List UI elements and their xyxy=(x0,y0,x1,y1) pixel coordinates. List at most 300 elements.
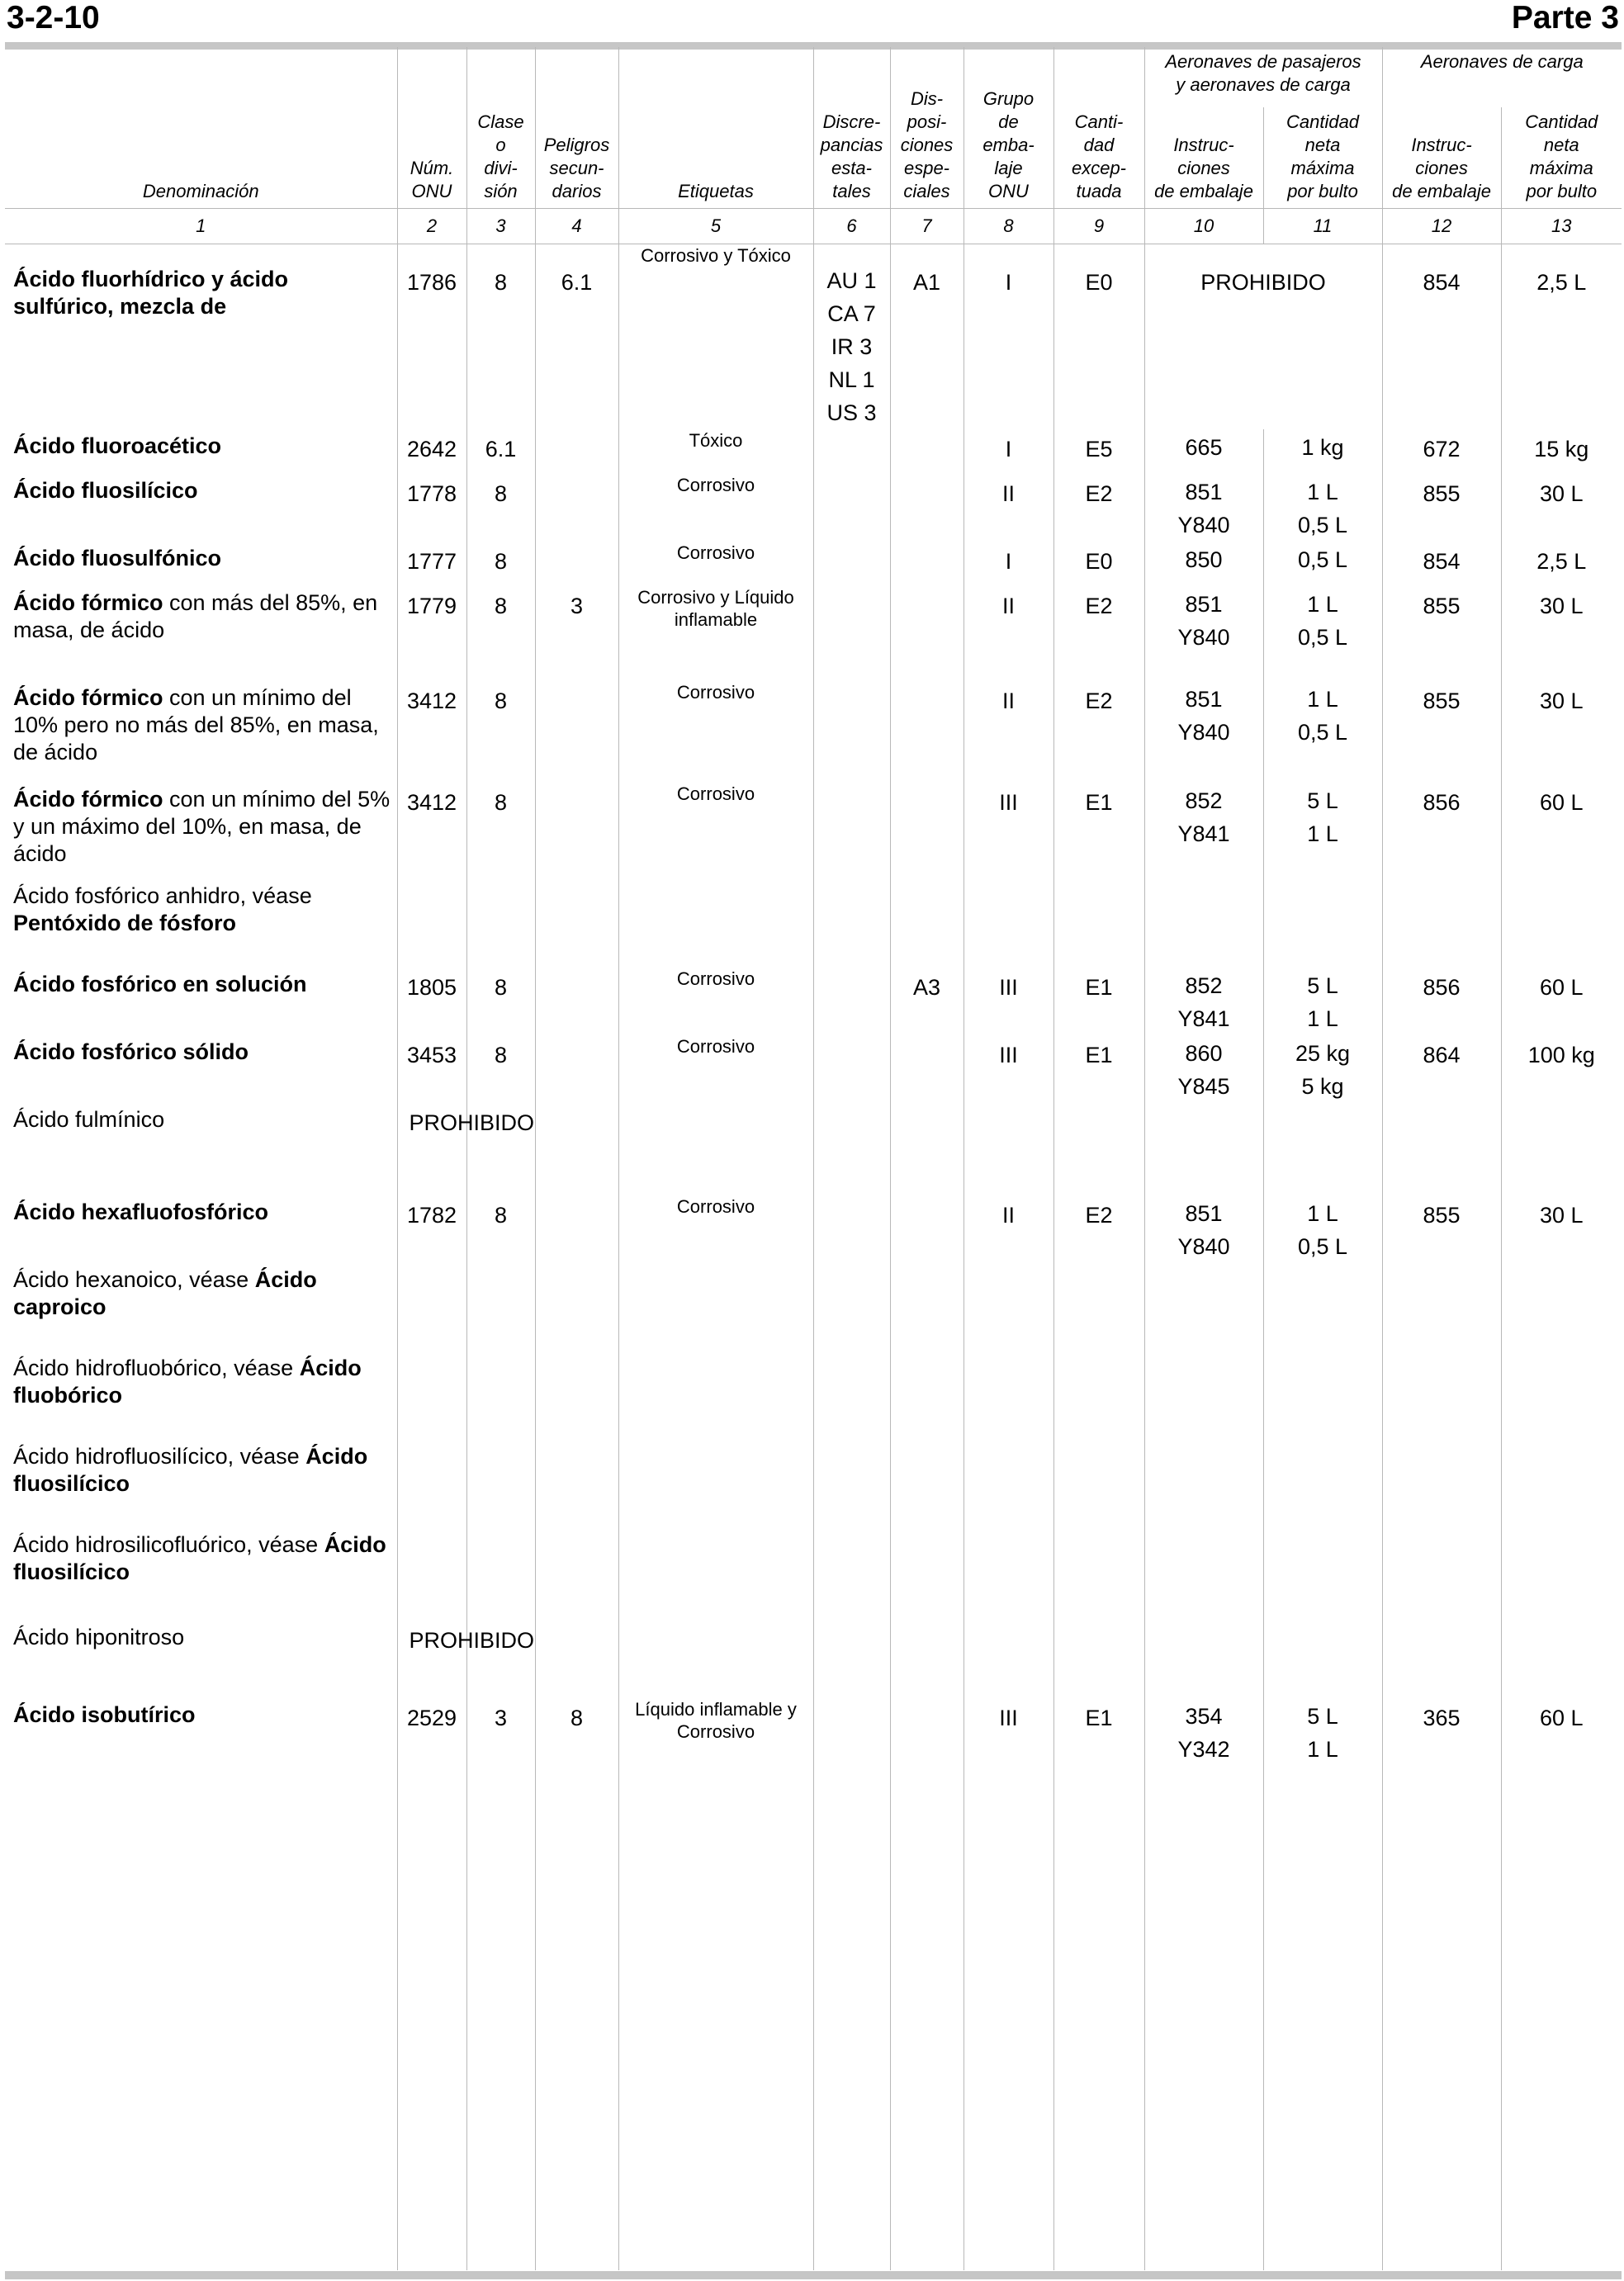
special-provisions xyxy=(890,542,964,586)
packing-group: I xyxy=(964,542,1053,586)
un-number: 1786 xyxy=(397,244,466,430)
empty-cell xyxy=(813,1528,890,1621)
empty-cell xyxy=(1263,1782,1382,2270)
column-number-row xyxy=(5,209,1622,244)
max-quantity: 0,5 L xyxy=(1297,625,1348,650)
passenger-max-quantity xyxy=(1263,783,1382,879)
empty-cell xyxy=(1144,1103,1263,1195)
empty-cell xyxy=(535,1351,618,1440)
state-variations xyxy=(813,244,890,430)
column-number: 12 xyxy=(1382,209,1501,244)
empty-cell xyxy=(618,1440,813,1528)
col-header-cargo-cantidad: Cantidad neta máxima por bulto xyxy=(1501,107,1622,209)
packing-group: II xyxy=(964,474,1053,542)
empty-cell xyxy=(890,1621,964,1698)
empty-cell xyxy=(1263,1528,1382,1621)
column-number: 10 xyxy=(1144,209,1263,244)
cargo-max-quantity: 30 L xyxy=(1501,474,1622,542)
class-division: 8 xyxy=(466,681,535,783)
packing-instruction: Y841 xyxy=(1177,1006,1230,1031)
state-variations xyxy=(813,1195,890,1263)
empty-cell xyxy=(466,1263,535,1351)
state-variations xyxy=(813,1698,890,1782)
empty-cell xyxy=(535,1103,618,1195)
un-number: 3412 xyxy=(397,681,466,783)
col-header-peligros: Peligros secun- darios xyxy=(535,47,618,209)
packing-instruction: 860 xyxy=(1185,1041,1223,1066)
table-row xyxy=(5,542,1622,586)
hazard-labels: Tóxico xyxy=(618,429,813,474)
empty-cell xyxy=(964,1782,1053,2270)
passenger-max-quantity xyxy=(1263,968,1382,1035)
col-header-discrepancias: Discre- pancias esta- tales xyxy=(813,47,890,209)
cargo-packing-instruction: 856 xyxy=(1382,783,1501,879)
cargo-packing-instruction: 855 xyxy=(1382,474,1501,542)
hazard-labels: Corrosivo xyxy=(618,968,813,1035)
col-group-carga: Aeronaves de carga xyxy=(1382,47,1622,107)
table-row xyxy=(5,879,1622,968)
packing-instruction: Y840 xyxy=(1177,1234,1230,1259)
table-row xyxy=(5,968,1622,1035)
empty-cell xyxy=(890,1528,964,1621)
class-division: 8 xyxy=(466,244,535,430)
empty-cell xyxy=(1501,1621,1622,1698)
packing-instruction: 665 xyxy=(1185,435,1223,460)
max-quantity: 1 L xyxy=(1307,1201,1338,1226)
max-quantity: 25 kg xyxy=(1295,1041,1351,1066)
table-row xyxy=(5,474,1622,542)
substance-name xyxy=(5,1035,397,1103)
col-header-pax-instrucciones: Instruc- ciones de embalaje xyxy=(1144,107,1263,209)
passenger-packing-instruction xyxy=(1144,474,1263,542)
column-number: 13 xyxy=(1501,209,1622,244)
col-header-clase: Clase o divi- sión xyxy=(466,47,535,209)
empty-cell xyxy=(890,879,964,968)
table-row xyxy=(5,1195,1622,1263)
empty-cell xyxy=(1263,1103,1382,1195)
substance-name-bold: Ácido fórmico xyxy=(13,685,163,710)
cargo-packing-instruction: 855 xyxy=(1382,681,1501,783)
passenger-packing-instruction xyxy=(1144,1698,1263,1782)
column-number: 2 xyxy=(397,209,466,244)
empty-cell xyxy=(890,1351,964,1440)
hazard-labels: Corrosivo xyxy=(618,542,813,586)
cargo-packing-instruction: 365 xyxy=(1382,1698,1501,1782)
empty-cell xyxy=(1501,1440,1622,1528)
empty-cell xyxy=(1144,1782,1263,2270)
substance-name xyxy=(5,244,397,430)
empty-cell xyxy=(397,1351,466,1440)
substance-name: Ácido hidrofluobórico, véase Ácido fluobórico xyxy=(13,1356,362,1408)
substance-name: Ácido fórmico con más del 85%, en masa, de ácido xyxy=(13,590,378,642)
max-quantity: 1 L xyxy=(1307,821,1338,846)
secondary-hazard xyxy=(535,1035,618,1103)
packing-instruction: 851 xyxy=(1185,1201,1223,1226)
empty-cell xyxy=(1053,879,1144,968)
passenger-max-quantity xyxy=(1263,474,1382,542)
empty-cell xyxy=(397,1440,466,1528)
secondary-hazard xyxy=(535,968,618,1035)
reference-target: Ácido fluosilícico xyxy=(13,1444,368,1496)
table-row xyxy=(5,1103,1622,1195)
special-provisions xyxy=(890,681,964,783)
empty-cell xyxy=(1053,1351,1144,1440)
passenger-max-quantity xyxy=(1263,1195,1382,1263)
empty-cell xyxy=(1501,1103,1622,1195)
prohibited-text xyxy=(397,1621,535,1698)
max-quantity: 0,5 L xyxy=(1297,1234,1348,1259)
table-filler xyxy=(5,1782,1622,2270)
empty-cell xyxy=(1144,1351,1263,1440)
empty-cell xyxy=(890,1263,964,1351)
substance-name xyxy=(5,474,397,542)
hazard-labels: Corrosivo y Tóxico xyxy=(618,244,813,430)
passenger-packing-instruction xyxy=(1144,681,1263,783)
hazard-labels: Corrosivo xyxy=(618,1035,813,1103)
passenger-prohibited: PROHIBIDO xyxy=(1144,244,1382,430)
empty-cell xyxy=(1263,1263,1382,1351)
cargo-max-quantity: 60 L xyxy=(1501,968,1622,1035)
prohibited-text xyxy=(397,1103,535,1195)
un-number: 1777 xyxy=(397,542,466,586)
substance-name-bold: Ácido fluoroacético xyxy=(13,433,222,458)
special-provisions xyxy=(890,429,964,474)
excepted-quantity: E2 xyxy=(1053,586,1144,681)
column-number: 3 xyxy=(466,209,535,244)
column-number: 4 xyxy=(535,209,618,244)
empty-cell xyxy=(813,1103,890,1195)
passenger-max-quantity xyxy=(1263,1698,1382,1782)
packing-group: III xyxy=(964,968,1053,1035)
excepted-quantity: E1 xyxy=(1053,968,1144,1035)
col-header-num-onu: Núm. ONU xyxy=(397,47,466,209)
empty-cell xyxy=(1501,879,1622,968)
packing-instruction: Y841 xyxy=(1177,821,1230,846)
empty-cell xyxy=(535,1782,618,2270)
class-division: 8 xyxy=(466,1195,535,1263)
table-row xyxy=(5,1698,1622,1782)
passenger-max-quantity xyxy=(1263,1035,1382,1103)
col-header-denominacion: Denominación xyxy=(142,181,259,201)
max-quantity: 5 L xyxy=(1307,1704,1338,1729)
empty-cell xyxy=(618,879,813,968)
empty-cell xyxy=(964,1621,1053,1698)
substance-name: Ácido hidrosilicofluórico, véase Ácido fluosilícico xyxy=(13,1532,386,1584)
state-variations xyxy=(813,542,890,586)
substance-name xyxy=(5,1698,397,1782)
empty-cell xyxy=(535,1528,618,1621)
empty-cell xyxy=(890,1103,964,1195)
cargo-max-quantity: 30 L xyxy=(1501,1195,1622,1263)
state-variation: US 3 xyxy=(826,400,877,425)
empty-cell xyxy=(618,1528,813,1621)
col-header-pax-cantidad: Cantidad neta máxima por bulto xyxy=(1263,107,1382,209)
max-quantity: 0,5 L xyxy=(1297,720,1348,745)
substance-name: Ácido fosfórico anhidro, véase Pentóxido de fósforo xyxy=(13,883,312,935)
max-quantity: 0,5 L xyxy=(1297,513,1348,537)
substance-name-bold: Ácido fosfórico sólido xyxy=(13,1039,249,1064)
state-variations xyxy=(813,429,890,474)
empty-cell xyxy=(1501,1263,1622,1351)
passenger-max-quantity xyxy=(1263,429,1382,474)
empty-cell xyxy=(813,879,890,968)
reference-target: Ácido fluobórico xyxy=(13,1356,362,1408)
substance-name xyxy=(5,1195,397,1263)
un-number: 1782 xyxy=(397,1195,466,1263)
excepted-quantity: E2 xyxy=(1053,474,1144,542)
table-row xyxy=(5,783,1622,879)
un-number: 3412 xyxy=(397,783,466,879)
passenger-packing-instruction xyxy=(1144,783,1263,879)
passenger-max-quantity xyxy=(1263,542,1382,586)
empty-cell xyxy=(1053,1621,1144,1698)
hazard-labels: Corrosivo xyxy=(618,681,813,783)
cargo-packing-instruction: 855 xyxy=(1382,586,1501,681)
substance-name-bold: Ácido fluosilícico xyxy=(13,478,198,503)
packing-instruction: 850 xyxy=(1185,547,1223,572)
empty-cell xyxy=(466,1528,535,1621)
empty-cell xyxy=(1501,1782,1622,2270)
empty-cell xyxy=(890,1440,964,1528)
substance-name-bold: Ácido fluorhídrico y ácido sulfúrico, mezcla de xyxy=(13,267,289,319)
empty-cell xyxy=(1144,1528,1263,1621)
empty-cell xyxy=(1382,1440,1501,1528)
packing-group: II xyxy=(964,586,1053,681)
empty-cell xyxy=(1382,1621,1501,1698)
empty-cell xyxy=(466,1440,535,1528)
empty-cell xyxy=(1501,1528,1622,1621)
table-row xyxy=(5,1440,1622,1528)
class-division: 3 xyxy=(466,1698,535,1782)
reference-target: Pentóxido de fósforo xyxy=(13,911,236,935)
table-row xyxy=(5,244,1622,430)
passenger-packing-instruction xyxy=(1144,968,1263,1035)
empty-cell xyxy=(1263,1351,1382,1440)
empty-cell xyxy=(1144,1621,1263,1698)
passenger-packing-instruction xyxy=(1144,1035,1263,1103)
empty-cell xyxy=(1382,1351,1501,1440)
state-variations xyxy=(813,474,890,542)
special-provisions: A1 xyxy=(890,244,964,430)
un-number: 1805 xyxy=(397,968,466,1035)
table-row xyxy=(5,1528,1622,1621)
cargo-packing-instruction: 864 xyxy=(1382,1035,1501,1103)
un-number: 2529 xyxy=(397,1698,466,1782)
substance-name: Ácido fórmico con un mínimo del 5% y un máximo del 10%, en masa, de ácido xyxy=(13,787,391,866)
empty-cell xyxy=(890,1782,964,2270)
max-quantity: 1 L xyxy=(1307,687,1338,712)
empty-cell xyxy=(466,1782,535,2270)
passenger-packing-instruction xyxy=(1144,542,1263,586)
secondary-hazard xyxy=(535,783,618,879)
cargo-max-quantity: 2,5 L xyxy=(1501,542,1622,586)
packing-instruction: Y342 xyxy=(1177,1737,1230,1762)
substance-name: Ácido fórmico con un mínimo del 10% pero no más del 85%, en masa, de ácido xyxy=(13,685,379,764)
excepted-quantity: E2 xyxy=(1053,681,1144,783)
special-provisions xyxy=(890,474,964,542)
empty-cell xyxy=(5,1782,397,2270)
empty-cell xyxy=(1263,1621,1382,1698)
table-row xyxy=(5,1351,1622,1440)
packing-instruction: 354 xyxy=(1185,1704,1223,1729)
state-variation: NL 1 xyxy=(828,367,875,392)
column-number: 8 xyxy=(964,209,1053,244)
secondary-hazard: 3 xyxy=(535,586,618,681)
empty-cell xyxy=(397,1528,466,1621)
empty-cell xyxy=(1382,879,1501,968)
empty-cell xyxy=(813,1351,890,1440)
excepted-quantity: E1 xyxy=(1053,1698,1144,1782)
col-header-cargo-instrucciones: Instruc- ciones de embalaje xyxy=(1382,107,1501,209)
empty-cell xyxy=(1053,1263,1144,1351)
special-provisions: A3 xyxy=(890,968,964,1035)
substance-name-bold: Ácido fórmico xyxy=(13,787,163,812)
substance-name-bold: Ácido fosfórico en solución xyxy=(13,972,307,996)
empty-cell xyxy=(964,1351,1053,1440)
class-division: 8 xyxy=(466,1035,535,1103)
table-row xyxy=(5,1263,1622,1351)
empty-cell xyxy=(1144,879,1263,968)
empty-cell xyxy=(1263,1440,1382,1528)
max-quantity: 0,5 L xyxy=(1297,547,1348,572)
empty-cell xyxy=(813,1782,890,2270)
dangerous-goods-table xyxy=(5,47,1622,2270)
special-provisions xyxy=(890,1035,964,1103)
packing-instruction: Y840 xyxy=(1177,720,1230,745)
prohibited-label: PROHIBIDO xyxy=(409,1628,535,1653)
cargo-packing-instruction: 856 xyxy=(1382,968,1501,1035)
substance-name-bold: Ácido fórmico xyxy=(13,590,163,615)
empty-cell xyxy=(964,1103,1053,1195)
class-division: 8 xyxy=(466,474,535,542)
un-number: 1779 xyxy=(397,586,466,681)
col-header-etiquetas: Etiquetas xyxy=(618,47,813,209)
empty-cell xyxy=(1501,1351,1622,1440)
state-variations xyxy=(813,968,890,1035)
un-number: 2642 xyxy=(397,429,466,474)
packing-group: I xyxy=(964,429,1053,474)
packing-instruction: Y840 xyxy=(1177,625,1230,650)
cargo-max-quantity: 15 kg xyxy=(1501,429,1622,474)
class-division: 8 xyxy=(466,586,535,681)
cargo-packing-instruction: 672 xyxy=(1382,429,1501,474)
empty-cell xyxy=(1263,879,1382,968)
empty-cell xyxy=(466,1351,535,1440)
column-number: 5 xyxy=(618,209,813,244)
page-number: 3-2-10 xyxy=(7,0,100,35)
substance-name: Ácido fulmínico xyxy=(13,1107,165,1132)
packing-instruction: 852 xyxy=(1185,788,1223,813)
empty-cell xyxy=(618,1621,813,1698)
excepted-quantity: E0 xyxy=(1053,542,1144,586)
col-group-pasajeros: Aeronaves de pasajeros y aeronaves de carga xyxy=(1144,47,1382,107)
empty-cell xyxy=(813,1621,890,1698)
empty-cell xyxy=(1053,1782,1144,2270)
packing-group: III xyxy=(964,1698,1053,1782)
packing-instruction: 851 xyxy=(1185,687,1223,712)
empty-cell xyxy=(813,1440,890,1528)
substance-name xyxy=(5,542,397,586)
empty-cell xyxy=(964,1528,1053,1621)
substance-name: Ácido hexanoico, véase Ácido caproico xyxy=(13,1267,317,1319)
substance-name xyxy=(5,968,397,1035)
empty-cell xyxy=(1144,1440,1263,1528)
packing-group: III xyxy=(964,1035,1053,1103)
empty-cell xyxy=(964,1263,1053,1351)
secondary-hazard xyxy=(535,542,618,586)
secondary-hazard: 8 xyxy=(535,1698,618,1782)
reference-target: Ácido fluosilícico xyxy=(13,1532,386,1584)
max-quantity: 1 L xyxy=(1307,480,1338,504)
excepted-quantity: E2 xyxy=(1053,1195,1144,1263)
excepted-quantity: E0 xyxy=(1053,244,1144,430)
max-quantity: 1 L xyxy=(1307,592,1338,617)
column-number: 7 xyxy=(890,209,964,244)
empty-cell xyxy=(535,1263,618,1351)
state-variation: AU 1 xyxy=(826,268,877,293)
table-row xyxy=(5,586,1622,681)
empty-cell xyxy=(964,879,1053,968)
cargo-packing-instruction: 854 xyxy=(1382,244,1501,430)
max-quantity: 5 kg xyxy=(1301,1074,1344,1099)
cargo-max-quantity: 30 L xyxy=(1501,681,1622,783)
empty-cell xyxy=(618,1263,813,1351)
empty-cell xyxy=(618,1782,813,2270)
packing-group: I xyxy=(964,244,1053,430)
substance-name: Ácido hidrofluosilícico, véase Ácido fluosilícico xyxy=(13,1444,368,1496)
table-row xyxy=(5,1035,1622,1103)
cargo-max-quantity: 2,5 L xyxy=(1501,244,1622,430)
empty-cell xyxy=(1382,1263,1501,1351)
secondary-hazard: 6.1 xyxy=(535,244,618,430)
hazard-labels: Corrosivo xyxy=(618,474,813,542)
cargo-max-quantity: 100 kg xyxy=(1501,1035,1622,1103)
substance-name-bold: Ácido hexafluofosfórico xyxy=(13,1200,269,1224)
state-variations xyxy=(813,783,890,879)
state-variation: IR 3 xyxy=(831,334,873,359)
passenger-max-quantity xyxy=(1263,586,1382,681)
empty-cell xyxy=(1382,1528,1501,1621)
reference-target: Ácido caproico xyxy=(13,1267,317,1319)
hazard-labels: Corrosivo xyxy=(618,1195,813,1263)
secondary-hazard xyxy=(535,474,618,542)
empty-cell xyxy=(1053,1103,1144,1195)
secondary-hazard xyxy=(535,681,618,783)
table-row xyxy=(5,429,1622,474)
max-quantity: 1 kg xyxy=(1301,435,1344,460)
passenger-packing-instruction xyxy=(1144,1195,1263,1263)
substance-name-bold: Ácido fluosulfónico xyxy=(13,546,221,570)
substance-name-bold: Ácido isobutírico xyxy=(13,1702,196,1727)
max-quantity: 1 L xyxy=(1307,1737,1338,1762)
hazard-labels: Corrosivo xyxy=(618,783,813,879)
bottom-rule xyxy=(5,2271,1622,2279)
class-division: 6.1 xyxy=(466,429,535,474)
empty-cell xyxy=(535,1621,618,1698)
special-provisions xyxy=(890,1195,964,1263)
empty-cell xyxy=(397,1263,466,1351)
cargo-packing-instruction: 854 xyxy=(1382,542,1501,586)
state-variations xyxy=(813,586,890,681)
un-number: 1778 xyxy=(397,474,466,542)
secondary-hazard xyxy=(535,429,618,474)
class-division: 8 xyxy=(466,542,535,586)
column-number: 9 xyxy=(1053,209,1144,244)
packing-group: III xyxy=(964,783,1053,879)
part-label: Parte 3 xyxy=(1511,0,1619,35)
prohibited-label: PROHIBIDO xyxy=(409,1110,535,1135)
max-quantity: 1 L xyxy=(1307,1006,1338,1031)
